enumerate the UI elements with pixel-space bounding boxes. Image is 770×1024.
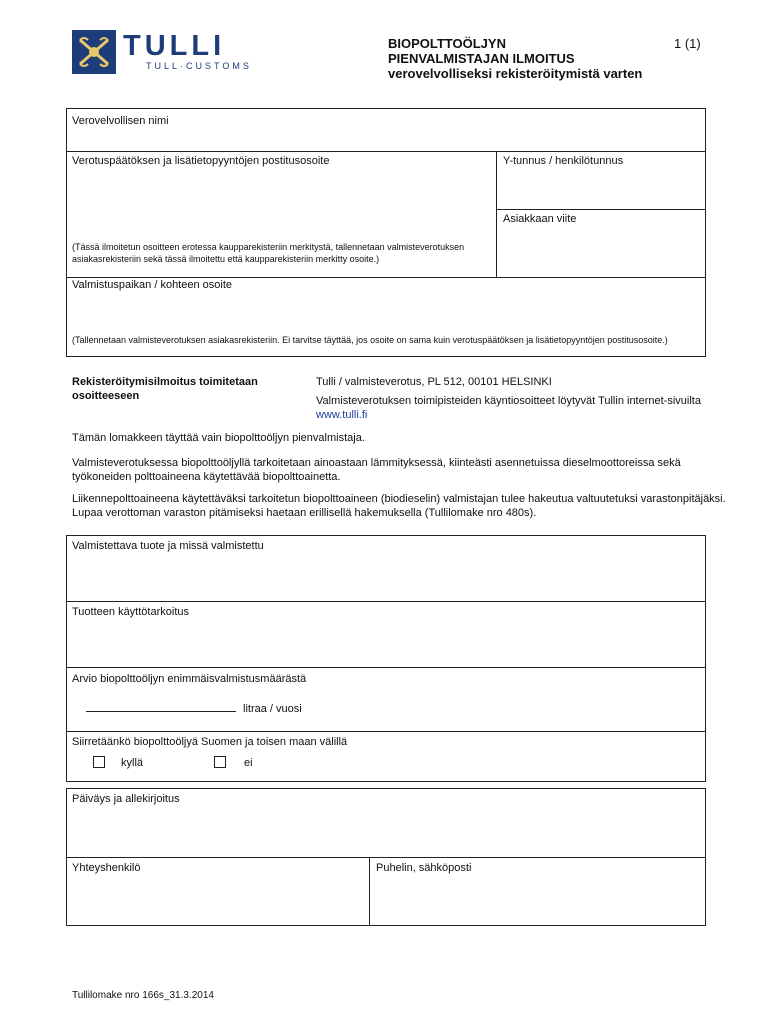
logo-wordmark: TULLI — [123, 30, 226, 62]
estimate-label: Arvio biopolttoöljyn enimmäisvalmistusmäärästä — [72, 673, 307, 685]
logo-subtitle: TULL·CUSTOMS — [146, 61, 252, 71]
paragraph-1: Tämän lomakkeen täyttää vain biopolttoöljyn pienvalmistaja. — [72, 432, 365, 444]
page-number: 1 (1) — [674, 36, 701, 51]
form-title-line3: verovelvolliseksi rekisteröitymistä varten — [388, 66, 643, 81]
submission-label: Rekisteröitymisilmoitus toimitetaan osoitteeseen — [72, 376, 258, 402]
phone-email-field[interactable]: Puhelin, sähköposti — [376, 862, 472, 874]
submission-info-text: Valmisteverotuksen toimipisteiden käyntiosoitteet löytyvät Tullin internet-sivuilta — [316, 395, 701, 407]
manufacture-address-field[interactable]: Valmistuspaikan / kohteen osoite — [72, 279, 232, 291]
business-id-field[interactable]: Y-tunnus / henkilötunnus — [503, 155, 624, 167]
transfer-no-label: ei — [244, 757, 253, 769]
form-title — [388, 36, 642, 81]
customer-reference-field[interactable]: Asiakkaan viite — [503, 213, 577, 225]
submission-info — [316, 394, 706, 422]
estimate-unit: litraa / vuosi — [243, 703, 302, 715]
form-title-line2: PIENVALMISTAJAN ILMOITUS — [388, 51, 575, 66]
taxpayer-section — [66, 108, 706, 357]
transfer-yes-checkbox[interactable] — [93, 756, 105, 768]
address-note: (Tässä ilmoitetun osoitteen erotessa kaupparekisteriin merkitystä, tallennetaan valmisteverotuksen asiakasrekisteriin sekä tässä ilmoitettu että kaupparekisteriin merkitty osoite.) — [72, 242, 465, 264]
paragraph-2: Valmisteverotuksessa biopolttoöljyllä tarkoitetaan ainoastaan lämmityksessä, kiinteästi asennetuissa dieselmoottoreissa sekä työkoneiden polttoaineena käytettävää biopolttoainetta. — [72, 457, 681, 483]
tulli-emblem-icon — [72, 30, 116, 74]
transfer-question: Siirretäänkö biopolttoöljyä Suomen ja toisen maan välillä — [72, 736, 348, 748]
tulli-website-link[interactable]: www.tulli.fi — [316, 409, 368, 421]
postal-address-field[interactable]: Verotuspäätöksen ja lisätietopyyntöjen postitusosoite — [72, 155, 330, 167]
estimate-input-line[interactable] — [86, 711, 236, 712]
submission-address: Tulli / valmisteverotus, PL 512, 00101 HELSINKI — [316, 376, 552, 388]
form-footer: Tullilomake nro 166s_31.3.2014 — [72, 990, 214, 1001]
contact-person-field[interactable]: Yhteyshenkilö — [72, 862, 141, 874]
product-field[interactable]: Valmistettava tuote ja missä valmistettu — [72, 540, 264, 552]
transfer-yes-label: kyllä — [121, 757, 144, 769]
transfer-no-checkbox[interactable] — [214, 756, 226, 768]
form-title-line1: BIOPOLTTOÖLJYN — [388, 36, 506, 51]
purpose-field[interactable]: Tuotteen käyttötarkoitus — [72, 606, 189, 618]
signature-field[interactable]: Päiväys ja allekirjoitus — [72, 793, 180, 805]
taxpayer-name-field[interactable]: Verovelvollisen nimi — [72, 115, 169, 127]
manufacture-address-note: (Tallennetaan valmisteverotuksen asiakasrekisteriin. Ei tarvitse täyttää, jos osoite on sama kuin verotuspäätöksen ja lisätietopyyntöjen postitusosoite.) — [72, 335, 668, 345]
paragraph-3: Liikennepolttoaineena käytettäväksi tarkoitetun biopolttoaineen (biodieselin) valmistajan tulee hakeutua valtuutetuksi varastonpitäjäksi. Lupaa verottoman varaston pitämiseksi haetaan erillisellä hakemuksella (Tullilomake nro 480s). — [72, 493, 726, 519]
